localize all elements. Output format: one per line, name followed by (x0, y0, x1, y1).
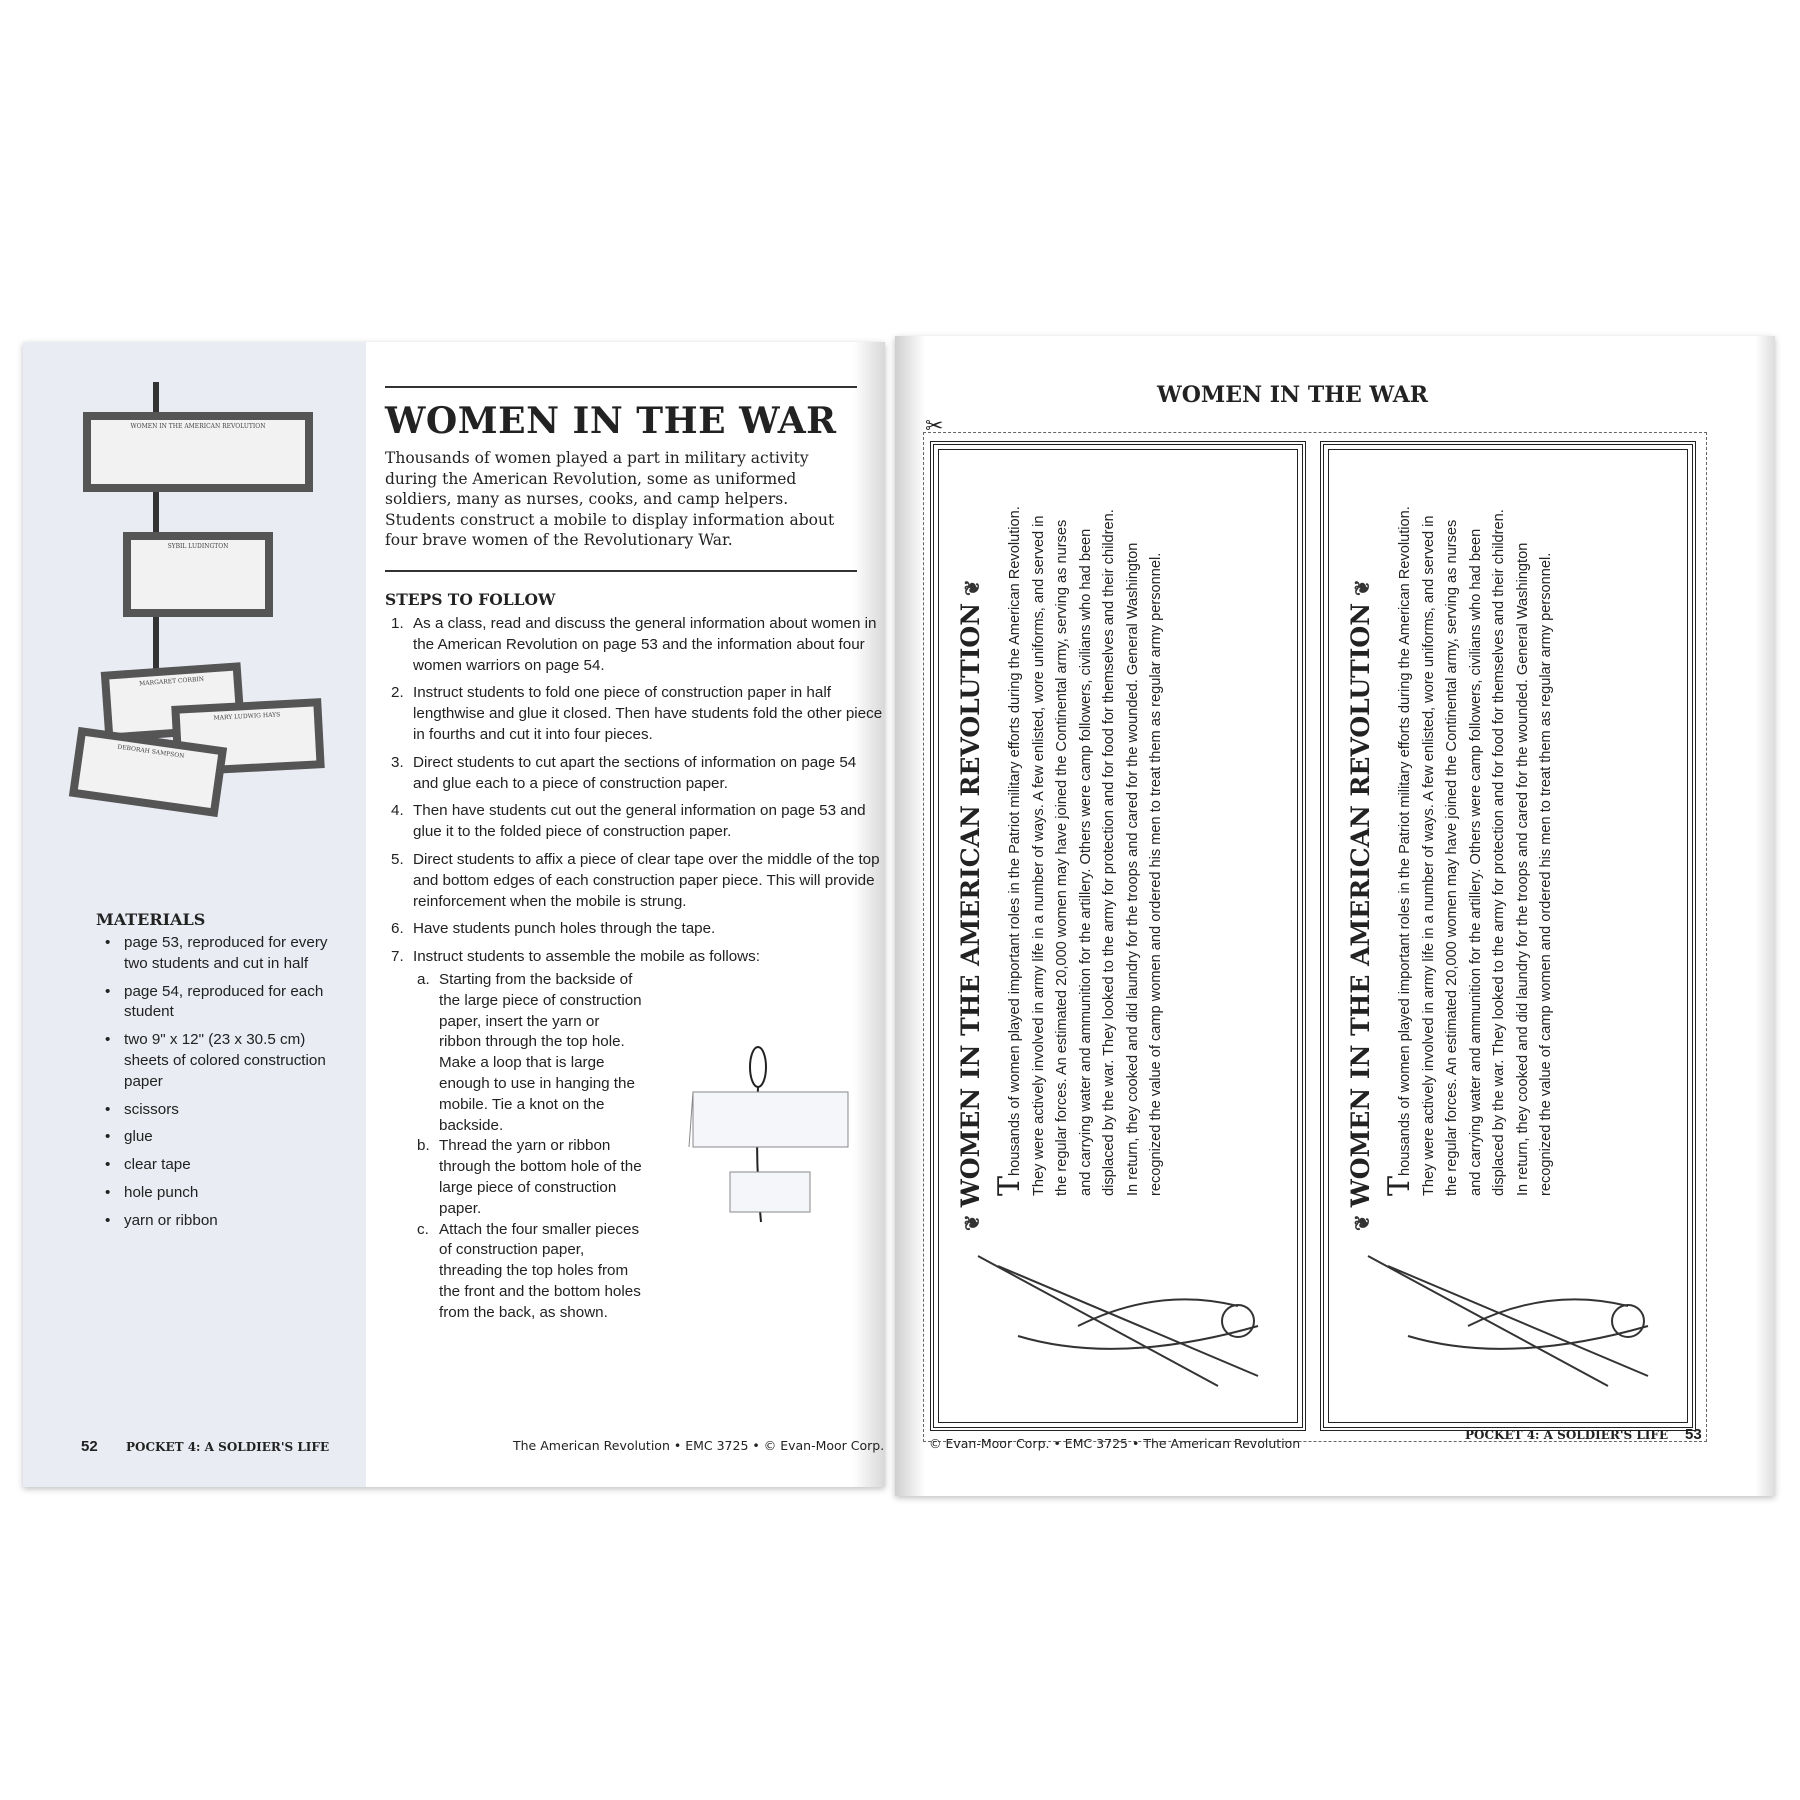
left-page (23, 342, 885, 1487)
info-panel (930, 441, 1306, 1431)
step-item (385, 683, 885, 745)
divider (385, 570, 857, 572)
page-number: 52 (81, 1438, 98, 1455)
ornament-icon: ❦ (1350, 1207, 1374, 1231)
photo-card: MARGARET CORBIN (109, 671, 236, 734)
panel-heading: ❦ WOMEN IN THE AMERICAN REVOLUTION ❦ (1346, 579, 1375, 1231)
panel-heading: ❦ WOMEN IN THE AMERICAN REVOLUTION ❦ (956, 579, 985, 1231)
substep-item (413, 1136, 643, 1219)
material-item: • two 9" x 12" (23 x 30.5 cm) sheets of colored construction paper (96, 1030, 346, 1092)
step-item (385, 850, 885, 912)
material-item: • page 53, reproduced for every two students and cut in half (96, 933, 346, 975)
step-number: 4. (391, 802, 404, 820)
step-item (385, 801, 885, 843)
photo-card: MARY LUDWIG HAYS (180, 707, 317, 768)
photo-card: DEBORAH SAMPSON (78, 736, 218, 808)
step-text: Instruct students to assemble the mobile as follows: (413, 948, 760, 966)
mobile-diagram (663, 1042, 863, 1232)
intro-text: Thousands of women played a part in military activity during the American Revolution, some as uniformed soldiers, many as nurses, cooks, and camp helpers. Students construct a mobile to display information about four brave women of the Revolutionary War. (385, 449, 835, 549)
scissors-icon: ✂ (925, 414, 944, 439)
step-text: Then have students cut out the general information on page 53 and glue it to the folded piece of construction paper. (413, 802, 866, 841)
step-item (385, 753, 885, 795)
step-item (385, 919, 885, 940)
step-number: 2. (391, 684, 404, 702)
substep-item (413, 970, 643, 1136)
substep-text: Thread the yarn or ribbon through the bottom hole of the large piece of construction paper. (439, 1137, 642, 1217)
footer-credit: The American Revolution • EMC 3725 • © Evan-Moor Corp. (513, 1438, 885, 1453)
mobile-photo (83, 382, 323, 802)
step-text: Have students punch holes through the tape. (413, 920, 716, 938)
step-item (385, 614, 885, 676)
step-number: 3. (391, 753, 404, 771)
substep-text: Attach the four smaller pieces of construction paper, threading the top holes from the front and the bottom holes from the back, as shown. (439, 1220, 641, 1321)
divider (385, 386, 857, 388)
photo-card: WOMEN IN THE AMERICAN REVOLUTION (91, 420, 305, 484)
substep-letter: a. (417, 970, 430, 988)
panel-body: Thousands of women played important roles in the Patriot military efforts during the American Revolution. They were actively involved in army life in a number of ways. A few enlisted, wore uniforms, and served in the regular forces. An estimated 20,000 women may have joined the Continental army, serving as nurses and carrying water and ammunition for the artillery. Others were camp followers, civilians who had been displaced by the war. They looked to the army for protection and for food for themselves and their children. In return, they cooked and did laundry for the troops and cared for the wounded. General Washington recognized the value of camp women and ordered his men to treat them as regular army personnel. (992, 506, 1164, 1196)
material-item: • scissors (96, 1100, 346, 1121)
material-item: • clear tape (96, 1155, 346, 1176)
materials-section (96, 910, 346, 1239)
substep-letter: b. (417, 1137, 430, 1155)
ornament-icon: ❦ (960, 579, 984, 603)
steps-heading: STEPS TO FOLLOW (385, 590, 556, 609)
ornament-icon: ❦ (960, 1207, 984, 1231)
woman-soldier-illustration (958, 1246, 1278, 1396)
footer-section: POCKET 4: A SOLDIER'S LIFE (126, 1440, 330, 1454)
substep-letter: c. (417, 1220, 429, 1238)
panel-body: Thousands of women played important roles in the Patriot military efforts during the American Revolution. They were actively involved in army life in a number of ways. A few enlisted, wore uniforms, and served in the regular forces. An estimated 20,000 women may have joined the Continental army, serving as nurses and carrying water and ammunition for the artillery. Others were camp followers, civilians who had been displaced by the war. They looked to the army for protection and for food for themselves and their children. In return, they cooked and did laundry for the troops and cared for the wounded. General Washington recognized the value of camp women and ordered his men to treat them as regular army personnel. (1382, 506, 1554, 1196)
step-number: 7. (391, 948, 404, 966)
photo-card: SYBIL LUDINGTON (131, 540, 265, 609)
step-text: As a class, read and discuss the general information about women in the American Revolution on page 53 and the information about four women warriors on page 54. (413, 615, 877, 674)
step-text: Instruct students to fold one piece of construction paper in half lengthwise and glue it closed. Then have students fold the other piece in fourths and cut it into four pieces. (413, 684, 883, 743)
step-text: Direct students to cut apart the sections of information on page 54 and glue each to a piece of construction paper. (413, 753, 857, 792)
footer-section: POCKET 4: A SOLDIER'S LIFE (1465, 1428, 1669, 1442)
page-title: WOMEN IN THE WAR (1157, 382, 1429, 408)
page-number: 53 (1685, 1426, 1702, 1443)
right-page (895, 336, 1775, 1496)
material-item: • page 54, reproduced for each student (96, 982, 346, 1024)
footer-credit: © Evan-Moor Corp. • EMC 3725 • The American Revolution (929, 1436, 1301, 1451)
step-text: Direct students to affix a piece of clear tape over the middle of the top and bottom edges of each construction paper piece. This will provide reinforcement when the mobile is strung. (413, 850, 880, 910)
substep-item (413, 1220, 643, 1324)
step-number: 5. (391, 850, 404, 868)
material-item: • glue (96, 1127, 346, 1148)
material-item: • yarn or ribbon (96, 1211, 346, 1232)
step-number: 1. (391, 615, 404, 632)
woman-soldier-illustration (1348, 1246, 1668, 1396)
cutout-area (923, 432, 1707, 1442)
info-panel (1320, 441, 1696, 1431)
substep-text: Starting from the backside of the large piece of construction paper, insert the yarn or ribbon through the top hole. Make a loop that is large enough to use in hanging the mobile. Tie a knot on the backside. (439, 970, 642, 1134)
ornament-icon: ❦ (1350, 579, 1374, 603)
page-title: WOMEN IN THE WAR (385, 400, 837, 442)
materials-heading: MATERIALS (96, 910, 206, 929)
material-item: • hole punch (96, 1183, 346, 1204)
step-number: 6. (391, 920, 404, 938)
